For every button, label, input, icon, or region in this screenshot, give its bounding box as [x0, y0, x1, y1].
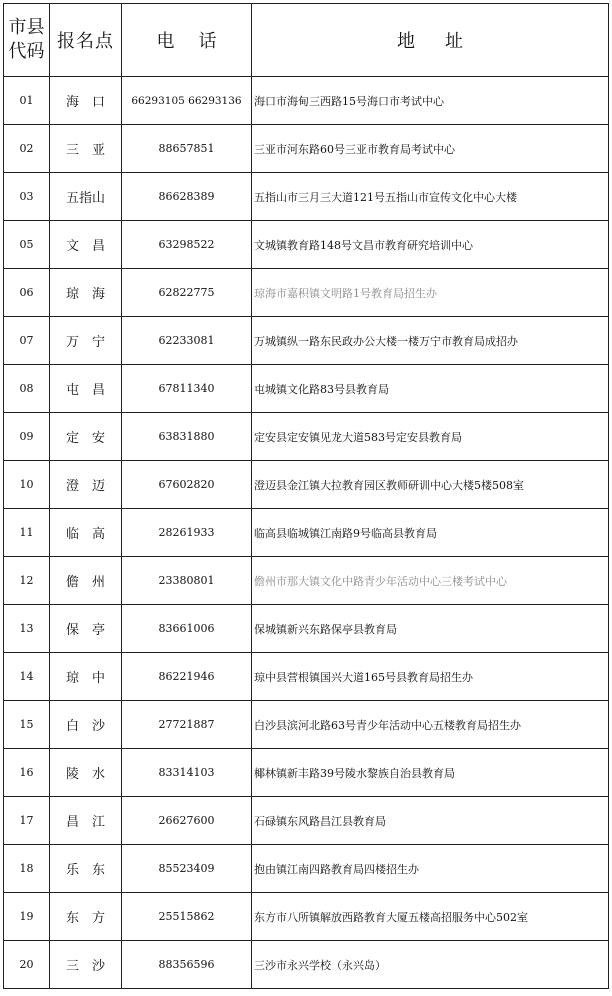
header-address: [252, 4, 609, 77]
cell-site: 东 方: [50, 893, 122, 941]
cell-address: 琼中县营根镇国兴大道165号县教育局招生办: [252, 653, 609, 701]
cell-site: 三 沙: [50, 941, 122, 989]
table-row: [4, 125, 609, 173]
cell-site: 五指山: [50, 173, 122, 221]
cell-phone: 27721887: [122, 701, 252, 749]
cell-site: 琼 海: [50, 269, 122, 317]
cell-code: 01: [4, 77, 50, 125]
cell-address: 万城镇纵一路东民政办公大楼一楼万宁市教育局成招办: [252, 317, 609, 365]
cell-phone: 26627600: [122, 797, 252, 845]
cell-code: 13: [4, 605, 50, 653]
header-phone-char2: 话: [198, 31, 217, 52]
cell-code: 02: [4, 125, 50, 173]
table-row: [4, 173, 609, 221]
cell-phone: 85523409: [122, 845, 252, 893]
cell-phone: 67602820: [122, 461, 252, 509]
cell-address: 三沙市永兴学校（永兴岛）: [252, 941, 609, 989]
cell-address: 临高县临城镇江南路9号临高县教育局: [252, 509, 609, 557]
cell-code: 19: [4, 893, 50, 941]
cell-code: 12: [4, 557, 50, 605]
cell-site: 海 口: [50, 77, 122, 125]
registration-sites-table: [3, 3, 609, 989]
cell-address: 海口市海甸三西路15号海口市考试中心: [252, 77, 609, 125]
cell-phone: 62233081: [122, 317, 252, 365]
cell-site: 万 宁: [50, 317, 122, 365]
cell-site: 乐 东: [50, 845, 122, 893]
table-row: [4, 557, 609, 605]
table-row: [4, 317, 609, 365]
cell-phone: 63831880: [122, 413, 252, 461]
cell-code: 06: [4, 269, 50, 317]
cell-address: 文城镇教育路148号文昌市教育研究培训中心: [252, 221, 609, 269]
table-row: [4, 845, 609, 893]
cell-code: 17: [4, 797, 50, 845]
cell-code: 07: [4, 317, 50, 365]
table-row: [4, 797, 609, 845]
cell-code: 15: [4, 701, 50, 749]
cell-address: 保城镇新兴东路保亭县教育局: [252, 605, 609, 653]
table-row: [4, 221, 609, 269]
table-row: [4, 893, 609, 941]
table-row: [4, 749, 609, 797]
cell-phone: 88657851: [122, 125, 252, 173]
cell-site: 昌 江: [50, 797, 122, 845]
cell-code: 16: [4, 749, 50, 797]
cell-code: 10: [4, 461, 50, 509]
header-registration-site: 报名点: [50, 4, 122, 77]
cell-phone: 28261933: [122, 509, 252, 557]
table-row: [4, 413, 609, 461]
cell-address: 白沙县滨河北路63号青少年活动中心五楼教育局招生办: [252, 701, 609, 749]
cell-phone: 83661006: [122, 605, 252, 653]
cell-phone: 67811340: [122, 365, 252, 413]
cell-address: 五指山市三月三大道121号五指山市宣传文化中心大楼: [252, 173, 609, 221]
cell-address: 定安县定安镇见龙大道583号定安县教育局: [252, 413, 609, 461]
cell-site: 三 亚: [50, 125, 122, 173]
table-header-row: [4, 4, 609, 77]
table-row: [4, 269, 609, 317]
cell-site: 保 亭: [50, 605, 122, 653]
cell-code: 03: [4, 173, 50, 221]
cell-address: 琼海市嘉积镇文明路1号教育局招生办: [252, 269, 609, 317]
header-phone-char1: 电: [156, 31, 175, 52]
cell-phone: 86221946: [122, 653, 252, 701]
cell-phone: 88356596: [122, 941, 252, 989]
cell-site: 琼 中: [50, 653, 122, 701]
cell-address: 儋州市那大镇文化中路青少年活动中心三楼考试中心: [252, 557, 609, 605]
cell-phone: 66293105 66293136: [122, 77, 252, 125]
table-row: [4, 509, 609, 557]
table-row: [4, 77, 609, 125]
header-county-code: [4, 4, 50, 77]
cell-phone: 23380801: [122, 557, 252, 605]
cell-code: 18: [4, 845, 50, 893]
table-row: [4, 461, 609, 509]
header-code-line1: 市县: [8, 17, 45, 38]
cell-phone: 25515862: [122, 893, 252, 941]
cell-phone: 62822775: [122, 269, 252, 317]
cell-address: 澄迈县金江镇大拉教育园区教师研训中心大楼5楼508室: [252, 461, 609, 509]
cell-code: 14: [4, 653, 50, 701]
cell-site: 陵 水: [50, 749, 122, 797]
header-addr-char2: 址: [445, 31, 463, 52]
cell-site: 屯 昌: [50, 365, 122, 413]
cell-site: 白 沙: [50, 701, 122, 749]
cell-phone: 86628389: [122, 173, 252, 221]
cell-address: 东方市八所镇解放西路教育大厦五楼高招服务中心502室: [252, 893, 609, 941]
cell-site: 儋 州: [50, 557, 122, 605]
table-row: [4, 941, 609, 989]
cell-address: 屯城镇文化路83号县教育局: [252, 365, 609, 413]
table-row: [4, 653, 609, 701]
cell-site: 定 安: [50, 413, 122, 461]
table-row: [4, 605, 609, 653]
cell-address: 三亚市河东路60号三亚市教育局考试中心: [252, 125, 609, 173]
cell-site: 澄 迈: [50, 461, 122, 509]
header-code-line2: 代码: [8, 41, 45, 62]
cell-phone: 83314103: [122, 749, 252, 797]
table-row: [4, 701, 609, 749]
header-addr-char1: 地: [397, 31, 415, 52]
cell-code: 11: [4, 509, 50, 557]
cell-site: 文 昌: [50, 221, 122, 269]
cell-code: 09: [4, 413, 50, 461]
cell-site: 临 高: [50, 509, 122, 557]
cell-code: 08: [4, 365, 50, 413]
cell-phone: 63298522: [122, 221, 252, 269]
cell-code: 05: [4, 221, 50, 269]
cell-code: 20: [4, 941, 50, 989]
cell-address: 椰林镇新丰路39号陵水黎族自治县教育局: [252, 749, 609, 797]
cell-address: 抱由镇江南四路教育局四楼招生办: [252, 845, 609, 893]
header-phone: [122, 4, 252, 77]
cell-address: 石碌镇东风路昌江县教育局: [252, 797, 609, 845]
table-row: [4, 365, 609, 413]
